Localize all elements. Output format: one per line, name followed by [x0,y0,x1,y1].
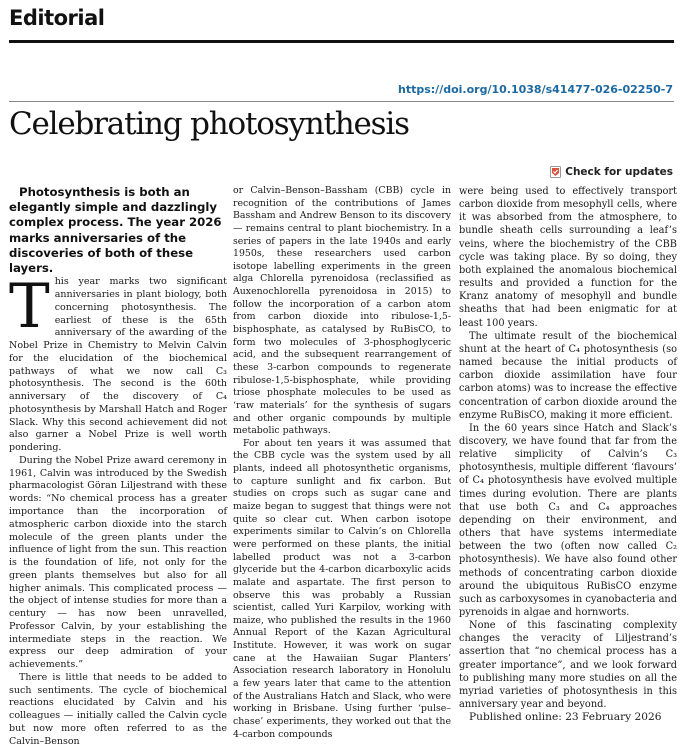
article-title: Celebrating photosynthesis [9,106,409,142]
doi-link[interactable]: https://doi.org/10.1038/s41477-026-02250-7 [398,83,673,96]
body-paragraph: In the 60 years since Hatch and Slack’s discovery, we have found that far from the relative simplicity of Calvin’s C₃ photosynthesis, multiple different ‘flavours’ of C₄ photosynthesis have evolved multiple times during evolution. There are plants that use both C₃ and C₄ approaches depending on their environment, and others that have systems intermediate between the two (often now called C₂ photosynthesis). We have also found other methods of concentrating carbon dioxide around the ubiquitous RuBisCO enzyme such as carboxysomes in cyanobacteria and pyrenoids in algae and hornworts. [459,422,677,618]
body-paragraph: There is little that needs to be added to such sentiments. The cycle of biochemical reactions elucidated by Calvin and his colleagues — initially called the Calvin cycle but now more often referred to as the Calvin–Benson [9,671,227,747]
column-1 [9,185,227,749]
body-paragraph: For about ten years it was assumed that the CBB cycle was the system used by all plants, indeed all photosynthetic organisms, to capture sunlight and fix carbon. But studies on crops such as sugar cane and maize began to suggest that things were not quite so clear cut. When carbon isotope experiments similar to Calvin’s on Chlorella were performed on these plants, the initial labelled product was not a 3-carbon glyceride but the 4-carbon dicarboxylic acids malate and aspartate. The first person to observe this was probably a Russian scientist, called Yuri Karpilov, working with maize, who published the results in the 1960 Annual Report of the Kazan Agricultural Institute. However, it was work on sugar cane at the Hawaiian Sugar Planters’ Association research laboratory in Honolulu a few years later that came to the attention of the Australians Hatch and Slack, who were working in Brisbane. Using further ‘pulse–chase’ experiments, they worked out that the 4-carbon compounds [233,437,451,740]
body-paragraph: were being used to effectively transport carbon dioxide from mesophyll cells, where it was absorbed from the atmosphere, to bundle sheath cells surrounding a leaf’s veins, where the biochemistry of the CBB cycle was taking place. By so doing, they both explained the anomalous biochemical results and provided a function for the Kranz anatomy of mesophyll and bundle sheaths that had been enigmatic for at least 100 years. [459,186,677,329]
standfirst: Photosynthesis is both an elegantly simple and dazzlingly complex process. The year 2026 marks anniversaries of the discoveries of both of these layers. [9,185,222,276]
header-rule [9,40,674,43]
check-for-updates-icon [550,166,561,178]
body-paragraph: or Calvin–Benson–Bassham (CBB) cycle in recognition of the contributions of James Bassham and Andrew Benson to its discovery — remains central to plant biochemistry. In a series of papers in the late 1940s and early 1950s, these researchers used carbon isotope labelling experiments in the green alga Chlorella pyrenoidosa (reclassified as Auxenochlorella pyrenoidosa in 2015) to follow the incorporation of a carbon atom from carbon dioxide into ribulose-1,5-bisphosphate, as catalysed by RuBisCO, to form two molecules of 3-phosphoglyceric acid, and the subsequent rearrangement of these 3-carbon compounds to regenerate ribulose-1,5-bisphosphate, while providing triose phosphate molecules to be used as ‘raw materials’ for the synthesis of sugars and other organic compounds by multiple metabolic pathways. [233,185,451,437]
title-rule [9,101,674,102]
section-label: Editorial [9,6,105,30]
column-2 [233,185,451,741]
drop-cap: T [9,271,50,343]
check-for-updates-label: Check for updates [565,166,673,178]
body-paragraph: The ultimate result of the biochemical shunt at the heart of C₄ photosynthesis (so named because the initial products of carbon dioxide assimilation have four carbon atoms) was to increase the effective concentration of carbon dioxide around the enzyme RuBisCO, making it more efficient. [459,330,677,421]
published-date: Published online: 23 February 2026 [469,711,662,724]
body-paragraph: This year marks two significant anniversaries in plant biology, both concerning photosynthesis. The earliest of these is the 65th anniversary of the awarding of the Nobel Prize in Chemistry to Melvin Calvin for the elucidation of the biochemical pathways of what we now call C₃ photosynthesis. The second is the 60th anniversary of the discovery of C₄ photosynthesis by Marshall Hatch and Roger Slack. Why this second achievement did not also garner a Nobel Prize is well worth pondering. [9,271,227,454]
body-paragraph: None of this fascinating complexity changes the veracity of Liljestrand’s assertion that “no chemical process has a greater importance”, and we look forward to publishing many more studies on all the myriad varieties of photosynthesis in this anniversary year and beyond. [459,620,677,711]
body-paragraph: During the Nobel Prize award ceremony in 1961, Calvin was introduced by the Swedish pharmacologist Göran Liljestrand with these words: “No chemical process has a greater importance than the incorporation of atmospheric carbon dioxide into the starch molecule of the green plants under the influence of light from the sun. This reaction is the foundation of life, not only for the green plants themselves but also for all higher animals. This complicated process — the object of intense studies for more than a century — has now been unravelled, Professor Calvin, by your establishing the intermediate steps in the reaction. We express our deep admiration of your achievements.” [9,454,227,671]
check-for-updates-button[interactable] [550,166,673,178]
column-3 [459,185,677,724]
